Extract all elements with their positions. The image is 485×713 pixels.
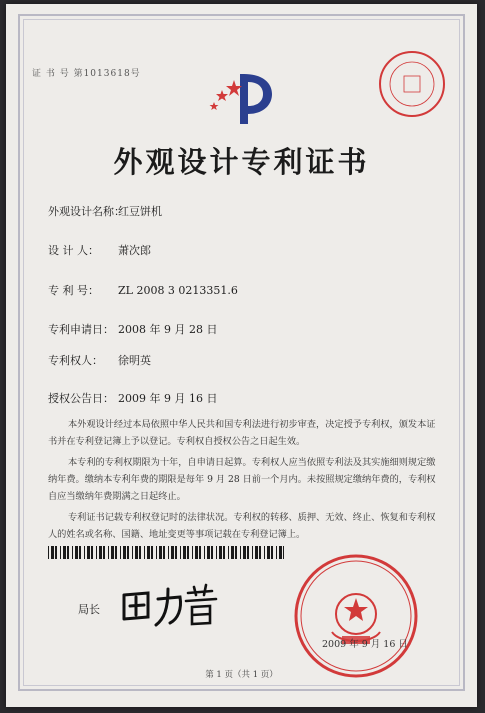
barcode-bar	[159, 546, 162, 559]
barcode-bar	[228, 546, 229, 559]
field-grant-date	[48, 390, 217, 406]
barcode-bar	[48, 546, 49, 559]
barcode-bar	[204, 546, 205, 559]
field-label: 专利申请日：	[48, 323, 114, 336]
barcode-bar	[187, 546, 189, 559]
barcode-bar	[108, 546, 109, 559]
field-designer	[48, 242, 151, 258]
barcode-bar	[60, 546, 61, 559]
field-application-date	[48, 321, 217, 337]
certificate-number: 证 书 号 第1013618号	[32, 69, 141, 79]
field-value: 2009 年 9 月 16 日	[118, 392, 218, 405]
barcode-bar	[271, 546, 273, 559]
barcode-bar	[144, 546, 145, 559]
barcode-bar	[211, 546, 213, 559]
small-red-seal-icon	[376, 48, 448, 120]
certificate-page	[6, 4, 477, 707]
barcode-bar	[123, 546, 126, 559]
barcode-bar	[87, 546, 90, 559]
barcode-bar	[55, 546, 57, 559]
barcode-bar	[192, 546, 193, 559]
barcode-bar	[175, 546, 177, 559]
field-patent-number	[48, 282, 238, 298]
field-value: 红豆饼机	[118, 205, 162, 218]
barcode-bar	[199, 546, 201, 559]
barcode-bar	[63, 546, 66, 559]
official-red-seal-icon	[292, 552, 420, 680]
body-paragraph: 专利证书记载专利权登记时的法律状况。专利权的转移、质押、无效、终止、恢复和专利权人的姓名或名称、国籍、地址变更等事项记载在专利登记簿上。	[48, 512, 436, 540]
barcode-bar	[207, 546, 210, 559]
field-value: 萧次郎	[118, 244, 151, 257]
barcode-bar	[99, 546, 102, 559]
barcode-bar	[75, 546, 78, 559]
barcode-bar	[267, 546, 270, 559]
barcode-bar	[243, 546, 246, 559]
barcode-bar	[252, 546, 253, 559]
field-value: 徐明英	[118, 354, 151, 367]
barcode-bar	[219, 546, 222, 559]
barcode-bar	[183, 546, 186, 559]
body-paragraph: 本外观设计经过本局依照中华人民共和国专利法进行初步审查，决定授予专利权，颁发本证书并在专利登记簿上予以登记。专利权自授权公告之日起生效。	[48, 419, 436, 447]
barcode-bar	[135, 546, 138, 559]
barcode-bar	[103, 546, 105, 559]
barcode-bar	[127, 546, 129, 559]
field-label: 专 利 号：	[48, 284, 99, 297]
field-label: 外观设计名称：	[48, 205, 125, 218]
barcode-bar	[151, 546, 153, 559]
barcode-bar	[171, 546, 174, 559]
certificate-body	[48, 416, 438, 547]
barcode-bar	[259, 546, 261, 559]
barcode	[48, 546, 284, 559]
director-signature	[118, 579, 218, 629]
barcode-bar	[67, 546, 69, 559]
barcode-bar	[195, 546, 198, 559]
barcode-bar	[91, 546, 93, 559]
issue-date: 2009 年 9 月 16 日	[322, 639, 408, 650]
barcode-bar	[51, 546, 54, 559]
field-label: 授权公告日：	[48, 392, 114, 405]
body-paragraph: 本专利的专利权期限为十年，自申请日起算。专利权人应当依照专利法及其实施细则规定缴纳年费。缴纳本专利年费的期限是每年 9 月 28 日前一个月内。未按照规定缴纳年费的，专利权自应当缴纳年费期满之日起终止。	[48, 457, 436, 502]
barcode-bar	[283, 546, 284, 559]
field-label: 专利权人：	[48, 354, 103, 367]
barcode-bar	[132, 546, 133, 559]
barcode-bar	[120, 546, 121, 559]
barcode-bar	[139, 546, 141, 559]
barcode-bar	[235, 546, 237, 559]
barcode-bar	[231, 546, 234, 559]
field-value: 2008 年 9 月 28 日	[118, 323, 218, 336]
barcode-bar	[180, 546, 181, 559]
barcode-bar	[72, 546, 73, 559]
barcode-bar	[163, 546, 165, 559]
barcode-bar	[111, 546, 114, 559]
barcode-bar	[156, 546, 157, 559]
barcode-bar	[255, 546, 258, 559]
barcode-bar	[147, 546, 150, 559]
director-title: 局长	[78, 603, 100, 616]
patent-office-logo-icon	[206, 68, 278, 126]
barcode-bar	[223, 546, 225, 559]
field-design-name	[48, 203, 162, 219]
barcode-bar	[279, 546, 282, 559]
barcode-bar	[79, 546, 81, 559]
barcode-bar	[264, 546, 265, 559]
barcode-bar	[247, 546, 249, 559]
field-label: 设 计 人：	[48, 244, 99, 257]
barcode-bar	[96, 546, 97, 559]
field-value: ZL 2008 3 0213351.6	[118, 284, 238, 297]
barcode-bar	[240, 546, 241, 559]
field-patentee	[48, 352, 151, 368]
page-number: 第 1 页（共 1 页）	[205, 670, 278, 680]
barcode-bar	[84, 546, 85, 559]
barcode-bar	[115, 546, 117, 559]
certificate-title: 外观设计专利证书	[113, 145, 370, 179]
barcode-bar	[168, 546, 169, 559]
barcode-bar	[276, 546, 277, 559]
barcode-bar	[216, 546, 217, 559]
